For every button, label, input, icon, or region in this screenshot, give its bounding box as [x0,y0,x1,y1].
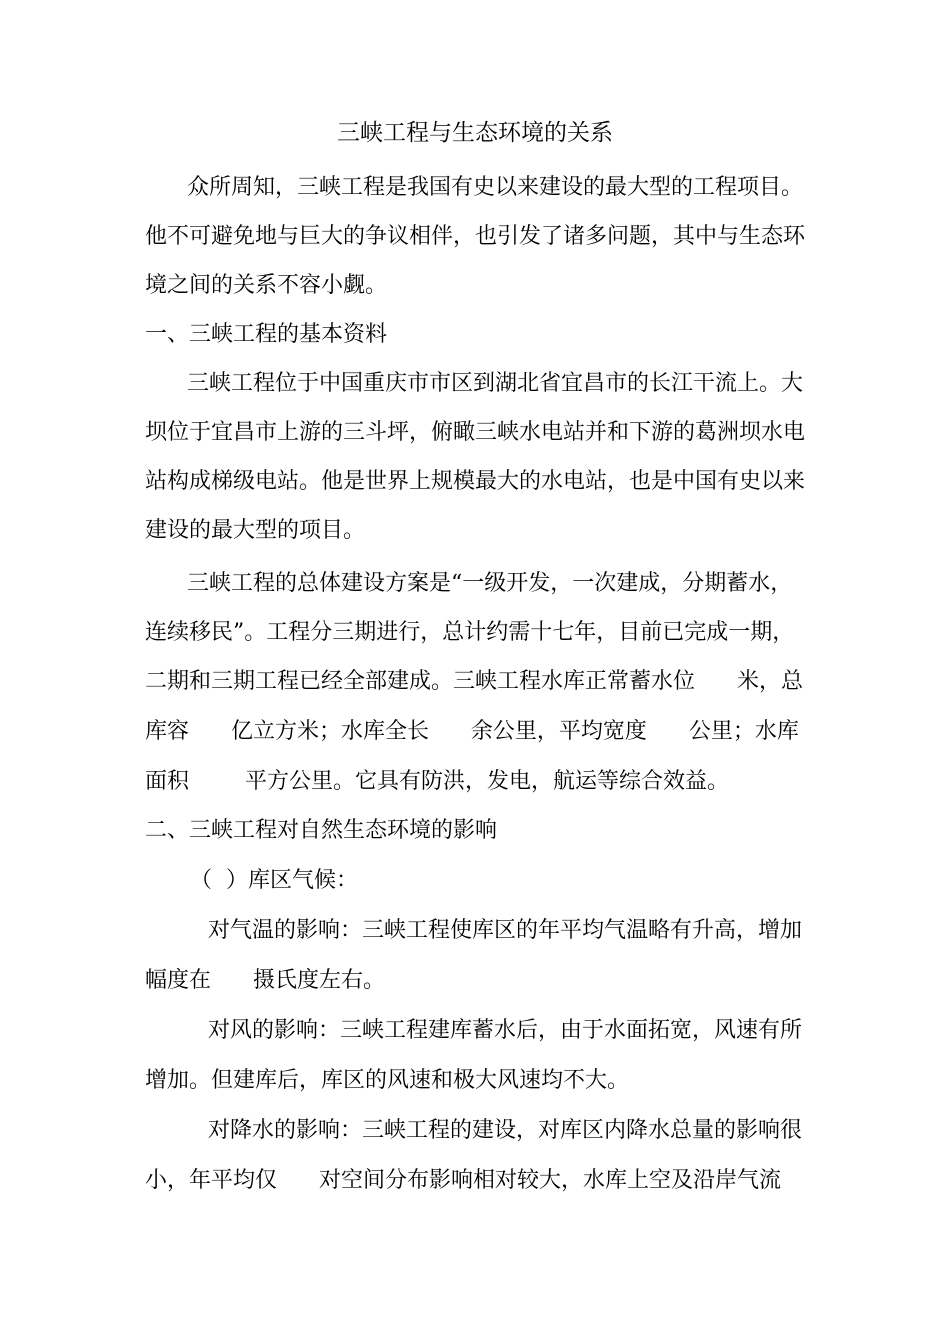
paragraph-line: 二期和三期工程已经全部建成。三峡工程水库正常蓄水位 米，总 [145,669,803,694]
paragraph-line: 库容 亿立方米；水库全长 余公里，平均宽度 公里；水库 [145,719,799,744]
paragraph-line: 幅度在 摄氏度左右。 [145,968,385,993]
paragraph-line: 众所周知，三峡工程是我国有史以来建设的最大型的工程项目。 [187,175,804,200]
subsection-heading: （ ）库区气候： [190,868,358,893]
paragraph-line: 对气温的影响：三峡工程使库区的年平均气温略有升高，增加 [208,918,803,943]
section-heading: 二、三峡工程对自然生态环境的影响 [145,818,498,843]
paragraph-line: 三峡工程位于中国重庆市市区到湖北省宜昌市的长江干流上。大 [187,371,804,396]
paragraph-line: 对风的影响：三峡工程建库蓄水后，由于水面拓宽，风速有所 [208,1018,803,1043]
paragraph-line: 面积 平方公里。它具有防洪，发电，航运等综合效益。 [145,769,729,794]
paragraph-line: 对降水的影响：三峡工程的建设，对库区内降水总量的影响很 [208,1118,803,1143]
document-title: 三峡工程与生态环境的关系 [337,120,613,146]
paragraph-line: 站构成梯级电站。他是世界上规模最大的水电站，也是中国有史以来 [145,469,806,494]
section-heading: 一、三峡工程的基本资料 [145,322,388,347]
paragraph-line: 三峡工程的总体建设方案是“一级开发，一次建成，分期蓄水， [187,571,793,596]
paragraph-line: 他不可避免地与巨大的争议相伴，也引发了诸多问题，其中与生态环 [145,224,806,249]
paragraph-line: 坝位于宜昌市上游的三斗坪，俯瞰三峡水电站并和下游的葛洲坝水电 [145,420,806,445]
paragraph-line: 境之间的关系不容小觑。 [145,273,388,298]
paragraph-line: 连续移民”。工程分三期进行，总计约需十七年，目前已完成一期， [145,620,795,645]
paragraph-line: 增加。但建库后，库区的风速和极大风速均不大。 [145,1068,630,1093]
paragraph-line: 小，年平均仅 对空间分布影响相对较大，水库上空及沿岸气流 [145,1168,781,1193]
paragraph-line: 建设的最大型的项目。 [145,518,366,543]
